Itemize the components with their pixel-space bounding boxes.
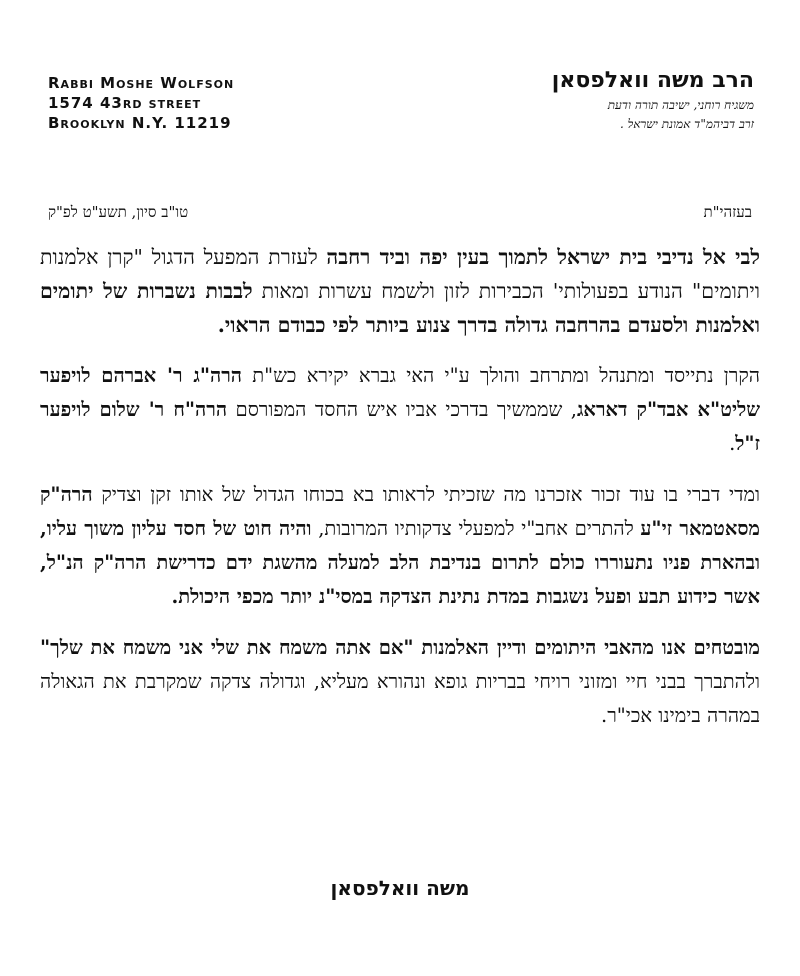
p3-bold-text: והיה חוט של חסד עליון משוך עליו, ובהארת פניו נתעוררו כולם לתרום בנדיבת הלב למעלה מהשגת ידם כדרישת הרה"ק הנ"ל, אשר כידוע תבע ופעל נשגבות במדת נתינת הצדקה במסי"נ יותר מכפי היכולת. xyxy=(40,517,760,608)
paragraph-1 xyxy=(40,240,760,342)
p4-bold-text: מובטחים אנו מהאבי היתומים ודיין האלמנות "אם אתה משמח את שלי אני משמח את שלך" xyxy=(40,636,760,659)
rabbi-name-en: Rabbi Moshe Wolfson xyxy=(48,74,235,92)
p4-text: ולהתברך בבני חיי ומזוני רויחי בבריות גופא ונהורא מעליא, וגדולה צדקה שמקרבת את הגאולה במהרה בימינו אכי"ר. xyxy=(40,670,760,727)
letterhead-hebrew xyxy=(414,66,754,134)
signature: משה וואלפסאן xyxy=(330,876,470,900)
address-city: Brooklyn N.Y. 11219 xyxy=(48,114,232,132)
p2-father-name: הרה"ח ר' שלום לויפער ז"ל xyxy=(40,398,760,455)
p1-text: לעזרת המפעל הדגול "קרן אלמנות ויתומים" הנודע בפעולותי' הכבירות לזון ולשמח עשרות ומאות xyxy=(40,245,760,303)
p2-text-c: , שממשיך בדרכי אביו איש החסד המפורסם xyxy=(227,398,577,421)
rabbi-name-he: הרב משה וואלפסאן xyxy=(551,68,754,93)
p2-founder-name: הרה"ג ר' אברהם לויפער שליט"א אבד"ק דאראג xyxy=(40,364,760,421)
letterhead-english xyxy=(48,73,234,133)
p3-text-a: ומדי דברי בו עוד זכור אזכרנו מה שזכיתי לראותו בא בכוחו הגדול של אותו זקן וצדיק xyxy=(92,483,760,506)
p1-bold-closing: לבבות נשברות של יתומים ואלמנות ולסעדם בהרחבה גדולה בדרך צנוע ביותר לפי כבודם הראוי. xyxy=(40,279,760,337)
paragraph-2 xyxy=(40,359,760,461)
p2-text-e: . xyxy=(729,432,736,455)
besiyata-dishmaya: בעזהי"ת xyxy=(703,203,752,221)
title-line-1: משגיח רוחני, ישיבה תורה ודעת xyxy=(607,98,754,112)
hebrew-date: טו"ב סיון, תשע"ט לפ"ק xyxy=(48,203,189,221)
dateline xyxy=(48,202,752,222)
title-line-2: זרב דביהמ"ד אמונת ישראל . xyxy=(619,117,754,131)
letter-body xyxy=(40,240,760,750)
address-street: 1574 43rd street xyxy=(48,94,202,112)
p1-bold-opening: לבי אל נדיבי בית ישראל לתמוך בעין יפה וביד רחבה xyxy=(326,245,760,269)
p2-text-a: הקרן נתייסד ומתנהל ומתרחב והולך ע"י האי גברא יקירא כש"ת xyxy=(242,364,760,387)
paragraph-4 xyxy=(40,631,760,733)
p3-satmar-rebbe: הרה"ק מסאטמאר זי"ע xyxy=(40,483,760,540)
p3-text-c: להתרים אחב"י למפעלי צדקותיו המרובות, xyxy=(311,517,641,540)
paragraph-3 xyxy=(40,478,760,614)
